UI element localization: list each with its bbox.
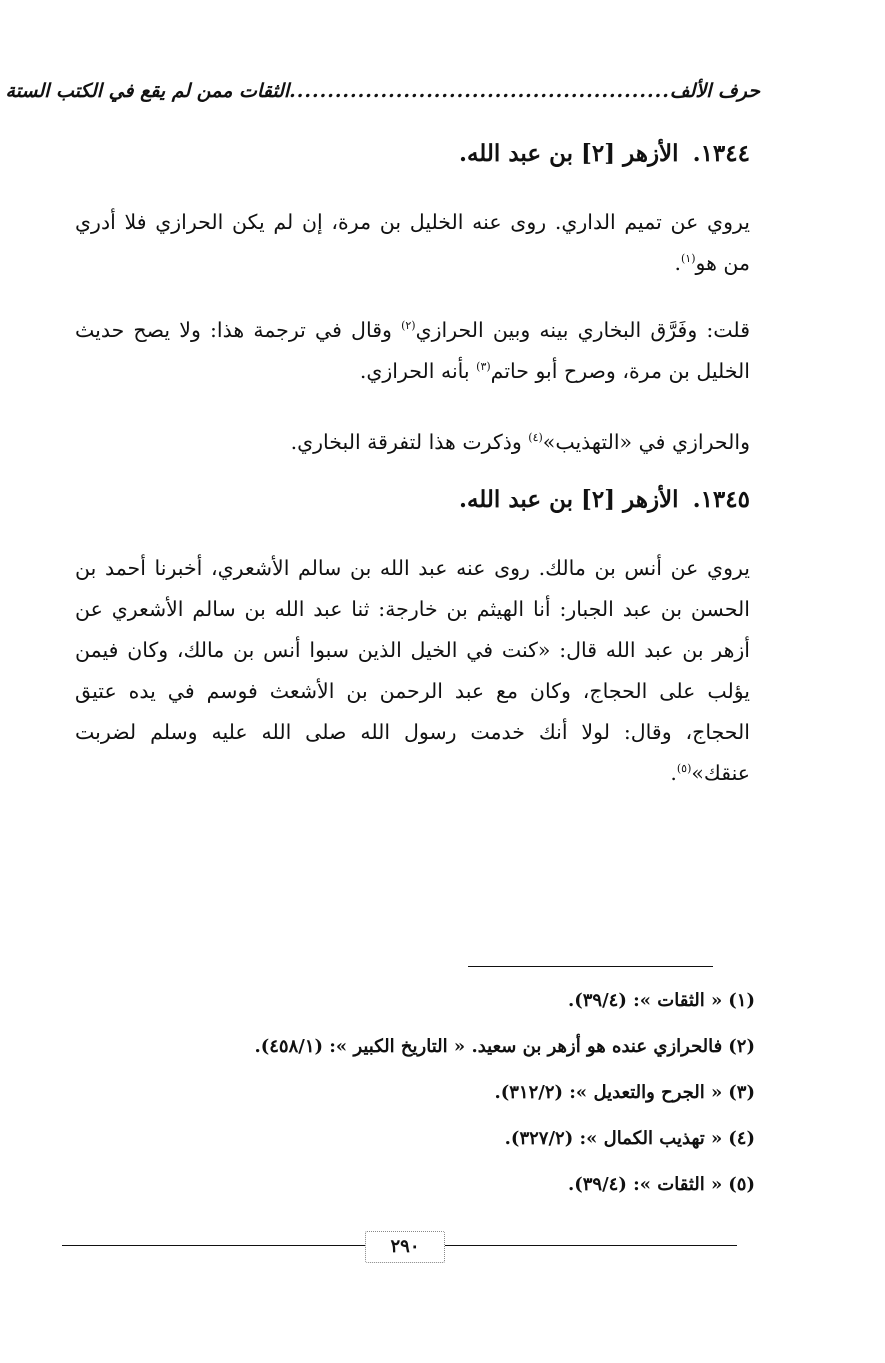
entry-1344-paragraph-1: يروي عن تميم الداري. روى عنه الخليل بن مرة، إن لم يكن الحرازي فلا أدري من هو$^{(١)}$. xyxy=(75,210,750,275)
footnote-5: (٥)« الثقات »: (٣٩/٤). xyxy=(567,1174,755,1195)
header-dots: .................................................. xyxy=(289,80,670,102)
footnote-3: (٣)« الجرح والتعديل »: (٣١٢/٢). xyxy=(494,1082,755,1103)
entry-1344-paragraph-2: قلت: وفَرَّق البخاري بينه وبين الحرازي$^{(٢)}$ وقال في ترجمة هذا: ولا يصح حديث الخليل بن مرة، وصرح أبو حاتم$^{(٣)}$ بأنه الحرازي. xyxy=(75,318,751,383)
footnote-marker: (٥) xyxy=(676,762,692,776)
entry-title: الأزهر [٢] بن عبد الله. xyxy=(458,140,679,167)
footnote-divider xyxy=(468,966,713,967)
header-book-title: الثقات ممن لم يقع في الكتب الستة xyxy=(5,80,290,102)
footnote-1: (١)« الثقات »: (٣٩/٤). xyxy=(567,990,755,1011)
footnote-marker: (١) xyxy=(680,252,696,266)
footnotes xyxy=(95,988,755,1218)
entry-heading-1344 xyxy=(459,140,750,167)
footnote-4: (٤)« تهذيب الكمال »: (٣٢٧/٢). xyxy=(504,1128,755,1149)
entry-number: ١٣٤٥. xyxy=(692,486,750,513)
header-chapter: حرف الألف xyxy=(669,80,760,102)
footnote-2: (٢)فالحرازي عنده هو أزهر بن سعيد. « التاريخ الكبير »: (٤٥٨/١). xyxy=(254,1036,755,1057)
entry-heading-1345 xyxy=(459,486,750,513)
entry-1344-paragraph-3: والحرازي في «التهذيب»$^{(٤)}$ وذكرت هذا لتفرقة البخاري. xyxy=(290,430,750,454)
running-header xyxy=(5,80,760,102)
page-number: ٢٩٠ xyxy=(365,1231,445,1263)
footnote-marker: (٤) xyxy=(528,431,543,445)
entry-1345-paragraph-1: يروي عن أنس بن مالك. روى عنه عبد الله بن سالم الأشعري، أخبرنا أحمد بن الحسن بن عبد الجبار: أنا الهيثم بن خارجة: ثنا عبد الله بن سالم الأشعري عن أزهر بن عبد الله قال: «كنت في الخيل الذين سبوا أنس بن مالك، وكان فيمن يؤلب على الحجاج، وكان مع عبد الرحمن بن الأشعث فوسم في يده عتيق الحجاج، وقال: لولا أنك خدمت رسول الله صلى الله عليه وسلم لضربت عنقك»$^{(٥)}$. xyxy=(75,556,750,785)
entry-title: الأزهر [٢] بن عبد الله. xyxy=(458,486,679,513)
footnote-marker: (٢) xyxy=(401,319,416,333)
footnote-marker: (٣) xyxy=(476,360,491,374)
entry-number: ١٣٤٤. xyxy=(692,140,750,167)
